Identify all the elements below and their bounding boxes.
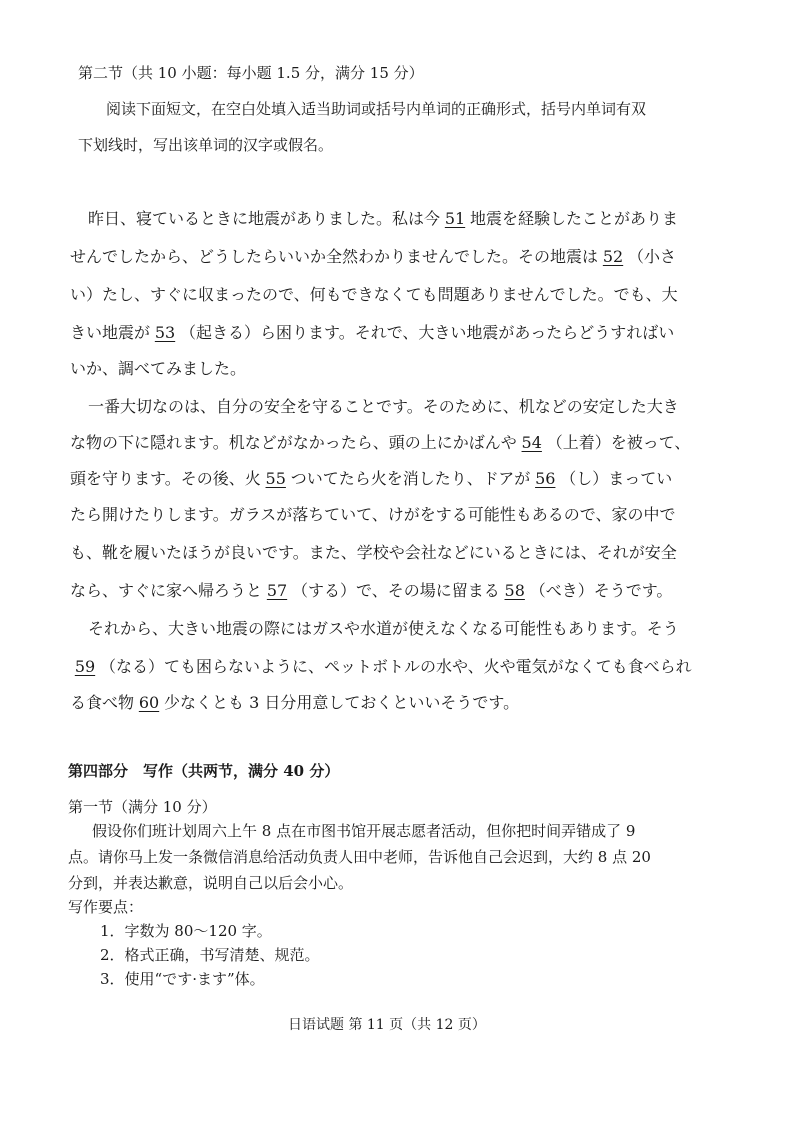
passage-text: （小さ bbox=[628, 247, 677, 266]
section-header: 第二节（共 10 小题：每小题 1.5 分，满分 15 分） bbox=[78, 64, 424, 82]
blank-58: 58 bbox=[504, 581, 525, 600]
passage-text: （なる）ても困らないように、ペットボトルの水や、火や電気がなくても食べられ bbox=[100, 657, 692, 676]
part4-title: 第四部分 写作（共两节，满分 40 分） bbox=[68, 762, 340, 780]
passage-line bbox=[70, 320, 674, 343]
passage-text: 地震を経験したことがありま bbox=[470, 209, 679, 228]
blank-57: 57 bbox=[266, 581, 288, 600]
passage-line bbox=[70, 244, 676, 267]
passage-text: （起きる）ら困ります。それで、大きい地震があったらどうすればい bbox=[180, 323, 675, 342]
passage-line: いか、調べてみました。 bbox=[70, 359, 247, 378]
writing-prompt-line-2: 点。请你马上发一条微信消息给活动负责人田中老师，告诉他自己会迟到，大约 8 点 20 bbox=[68, 848, 651, 866]
requirement-1: 1．字数为 80～120 字。 bbox=[100, 922, 272, 940]
passage-line bbox=[70, 690, 519, 713]
blank-52: 52 bbox=[602, 247, 624, 266]
passage-line: それから、大きい地震の際にはガスや水道が使えなくなる可能性もあります。そう bbox=[88, 619, 679, 638]
passage-text: （べき）そうです。 bbox=[529, 581, 673, 600]
passage-text: 少なくとも 3 日分用意しておくといいそうです。 bbox=[164, 693, 520, 712]
passage-line: たら開けたりします。ガラスが落ちていて、けがをする可能性もあるので、家の中で bbox=[70, 505, 676, 524]
passage-text: せんでしたから、どうしたらいいか全然わかりませんでした。その地震は bbox=[70, 247, 599, 266]
requirement-3: 3．使用“です·ます”体。 bbox=[100, 970, 265, 988]
blank-60: 60 bbox=[138, 693, 160, 712]
blank-56: 56 bbox=[535, 469, 556, 488]
blank-55: 55 bbox=[265, 469, 286, 488]
passage-line bbox=[70, 430, 690, 453]
blank-53: 53 bbox=[154, 323, 176, 342]
passage-text: （する）で、その場に留まる bbox=[292, 581, 500, 600]
passage-text: る食べ物 bbox=[70, 693, 135, 712]
instructions-line-2: 下划线时，写出该单词的汉字或假名。 bbox=[78, 136, 334, 154]
passage-line: も、靴を履いたほうが良いです。また、学校や会社などにいるときには、それが安全 bbox=[70, 543, 677, 562]
page-footer: 日语试题 第 11 页（共 12 页） bbox=[288, 1017, 486, 1033]
passage-text: な物の下に隠れます。机などがなかったら、頭の上にかばんや bbox=[70, 433, 517, 452]
passage-text: 頭を守ります。その後、火 bbox=[70, 469, 261, 488]
writing-prompt-line-1: 假设你们班计划周六上午 8 点在市图书馆开展志愿者活动，但你把时间弄错成了 9 bbox=[92, 822, 636, 840]
passage-text: きい地震が bbox=[70, 323, 151, 342]
passage-line: い）たし、すぐに収まったので、何もできなくても問題ありませんでした。でも、大 bbox=[70, 285, 678, 304]
passage-text: （し）まってい bbox=[560, 469, 673, 488]
passage-line bbox=[70, 466, 672, 489]
blank-54: 54 bbox=[521, 433, 542, 452]
passage-text: （上着）を被って、 bbox=[546, 433, 691, 452]
passage-line: 一番大切なのは、自分の安全を守ることです。そのために、机などの安定した大き bbox=[88, 397, 679, 416]
part4-subsection: 第一节（满分 10 分） bbox=[68, 798, 217, 816]
requirements-title: 写作要点： bbox=[68, 898, 144, 916]
passage-line bbox=[70, 578, 672, 601]
passage-text: 昨日、寝ているときに地震がありました。私は今 bbox=[88, 209, 441, 228]
passage-line bbox=[88, 206, 678, 229]
instructions-line-1: 阅读下面短文，在空白处填入适当助词或括号内单词的正确形式，括号内单词有双 bbox=[106, 100, 647, 118]
passage-line bbox=[70, 654, 692, 677]
blank-59: 59 bbox=[74, 657, 96, 676]
passage-text: ついてたら火を消したり、ドアが bbox=[290, 469, 531, 488]
blank-51: 51 bbox=[444, 209, 466, 228]
requirement-2: 2．格式正确，书写清楚、规范。 bbox=[100, 946, 320, 964]
passage-text: なら、すぐに家へ帰ろうと bbox=[70, 581, 263, 600]
writing-prompt-line-3: 分到，并表达歉意，说明自己以后会小心。 bbox=[68, 874, 354, 892]
